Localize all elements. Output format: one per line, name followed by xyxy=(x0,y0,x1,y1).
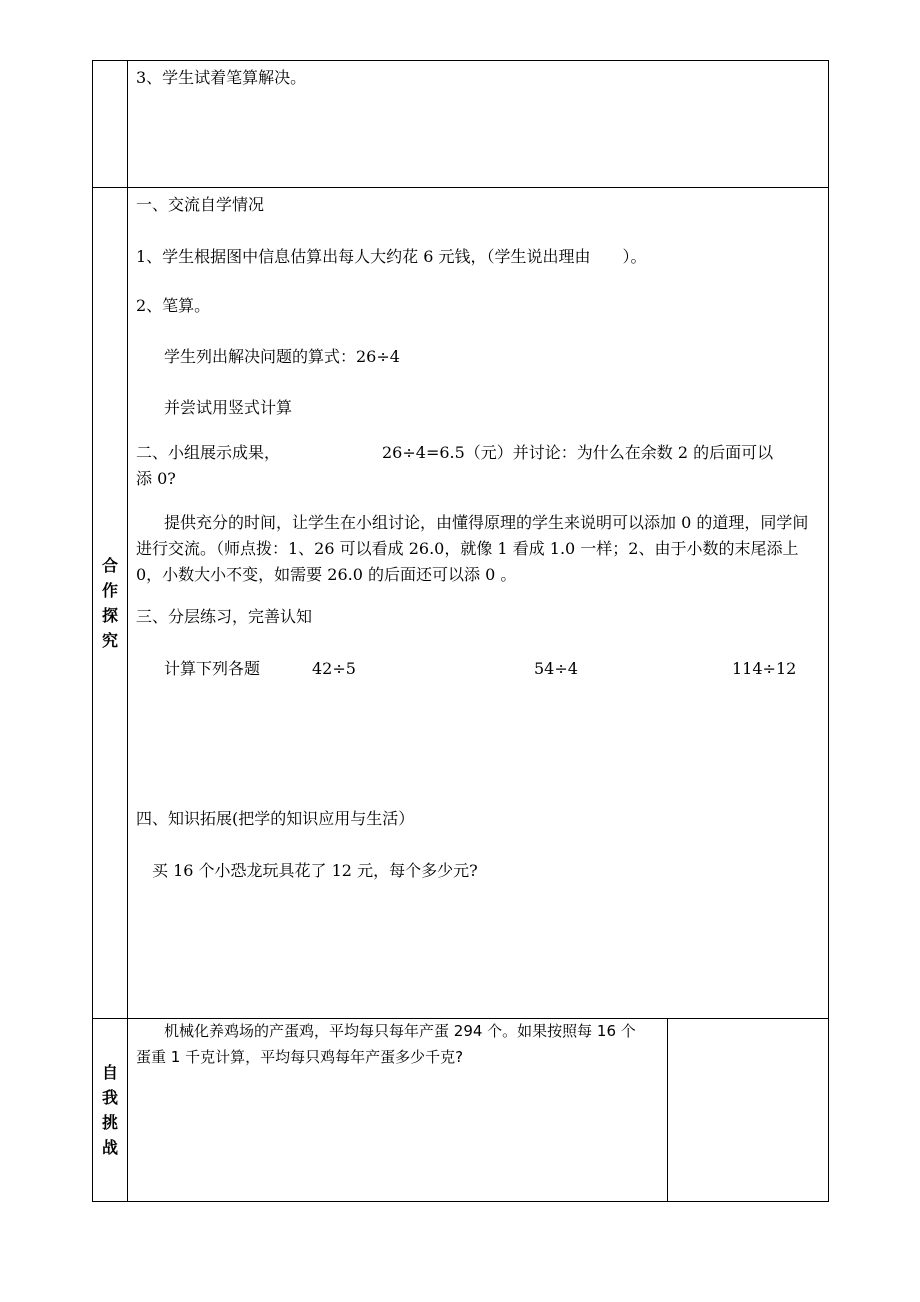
section3-title: 三、分层练习，完善认知 xyxy=(136,607,313,626)
written-calc-item: 2、笔算。 xyxy=(136,296,211,315)
section4-title: 四、知识拓展(把学的知识应用与生活） xyxy=(136,809,415,828)
self-challenge-problem-cell xyxy=(128,1019,668,1202)
cooperative-content-cell xyxy=(128,188,829,1019)
self-challenge-answer-cell xyxy=(668,1019,829,1202)
practice-item: 54÷4 xyxy=(534,659,578,678)
cooperative-label-cell xyxy=(93,188,128,1019)
challenge-problem-line-1: 机械化养鸡场的产蛋鸡，平均每只每年产蛋 294 个。如果按照每 16 个 xyxy=(164,1022,636,1040)
row1-label-cell xyxy=(93,61,128,188)
estimate-item: 1、学生根据图中信息估算出每人大约花 6 元钱，（学生说出理由 ）。 xyxy=(136,247,647,266)
section2-equation: 26÷4=6.5（元）并讨论：为什么在余数 2 的后面可以 xyxy=(382,443,774,462)
formula-line: 学生列出解决问题的算式：26÷4 xyxy=(164,347,400,366)
lesson-plan-table xyxy=(92,60,829,1202)
row-self-challenge xyxy=(93,1019,829,1202)
item-3-text: 3、学生试着笔算解决。 xyxy=(136,68,307,87)
row-self-study-continued xyxy=(93,61,829,188)
self-challenge-label: 自 我 挑 战 xyxy=(101,1063,118,1157)
row-cooperative-inquiry xyxy=(93,188,829,1019)
practice-item: 42÷5 xyxy=(312,659,356,678)
discussion-paragraph: 提供充分的时间，让学生在小组讨论，由懂得原理的学生来说明可以添加 0 的道理，同学间进行交流。（师点拨：1、26 可以看成 26.0，就像 1 看成 1.0 一样；2、由于小数的末尾添上 0，小数大小不变，如需要 26.0 的后面还可以添 0 。 xyxy=(136,513,809,584)
practice-label: 计算下列各题 xyxy=(164,659,261,678)
vertical-calc-line: 并尝试用竖式计算 xyxy=(164,398,293,417)
row1-content-cell xyxy=(128,61,829,188)
section1-title: 一、交流自学情况 xyxy=(136,195,265,214)
section2-continuation: 添 0? xyxy=(136,469,176,488)
self-challenge-label-cell xyxy=(93,1019,128,1202)
practice-item: 114÷12 xyxy=(732,659,797,678)
section2-title: 二、小组展示成果， xyxy=(136,443,281,462)
cooperative-inquiry-label: 合 作 探 究 xyxy=(101,556,118,650)
challenge-problem-line-2: 蛋重 1 千克计算，平均每只鸡每年产蛋多少千克? xyxy=(136,1048,464,1066)
extension-question: 买 16 个小恐龙玩具花了 12 元，每个多少元? xyxy=(152,861,478,880)
